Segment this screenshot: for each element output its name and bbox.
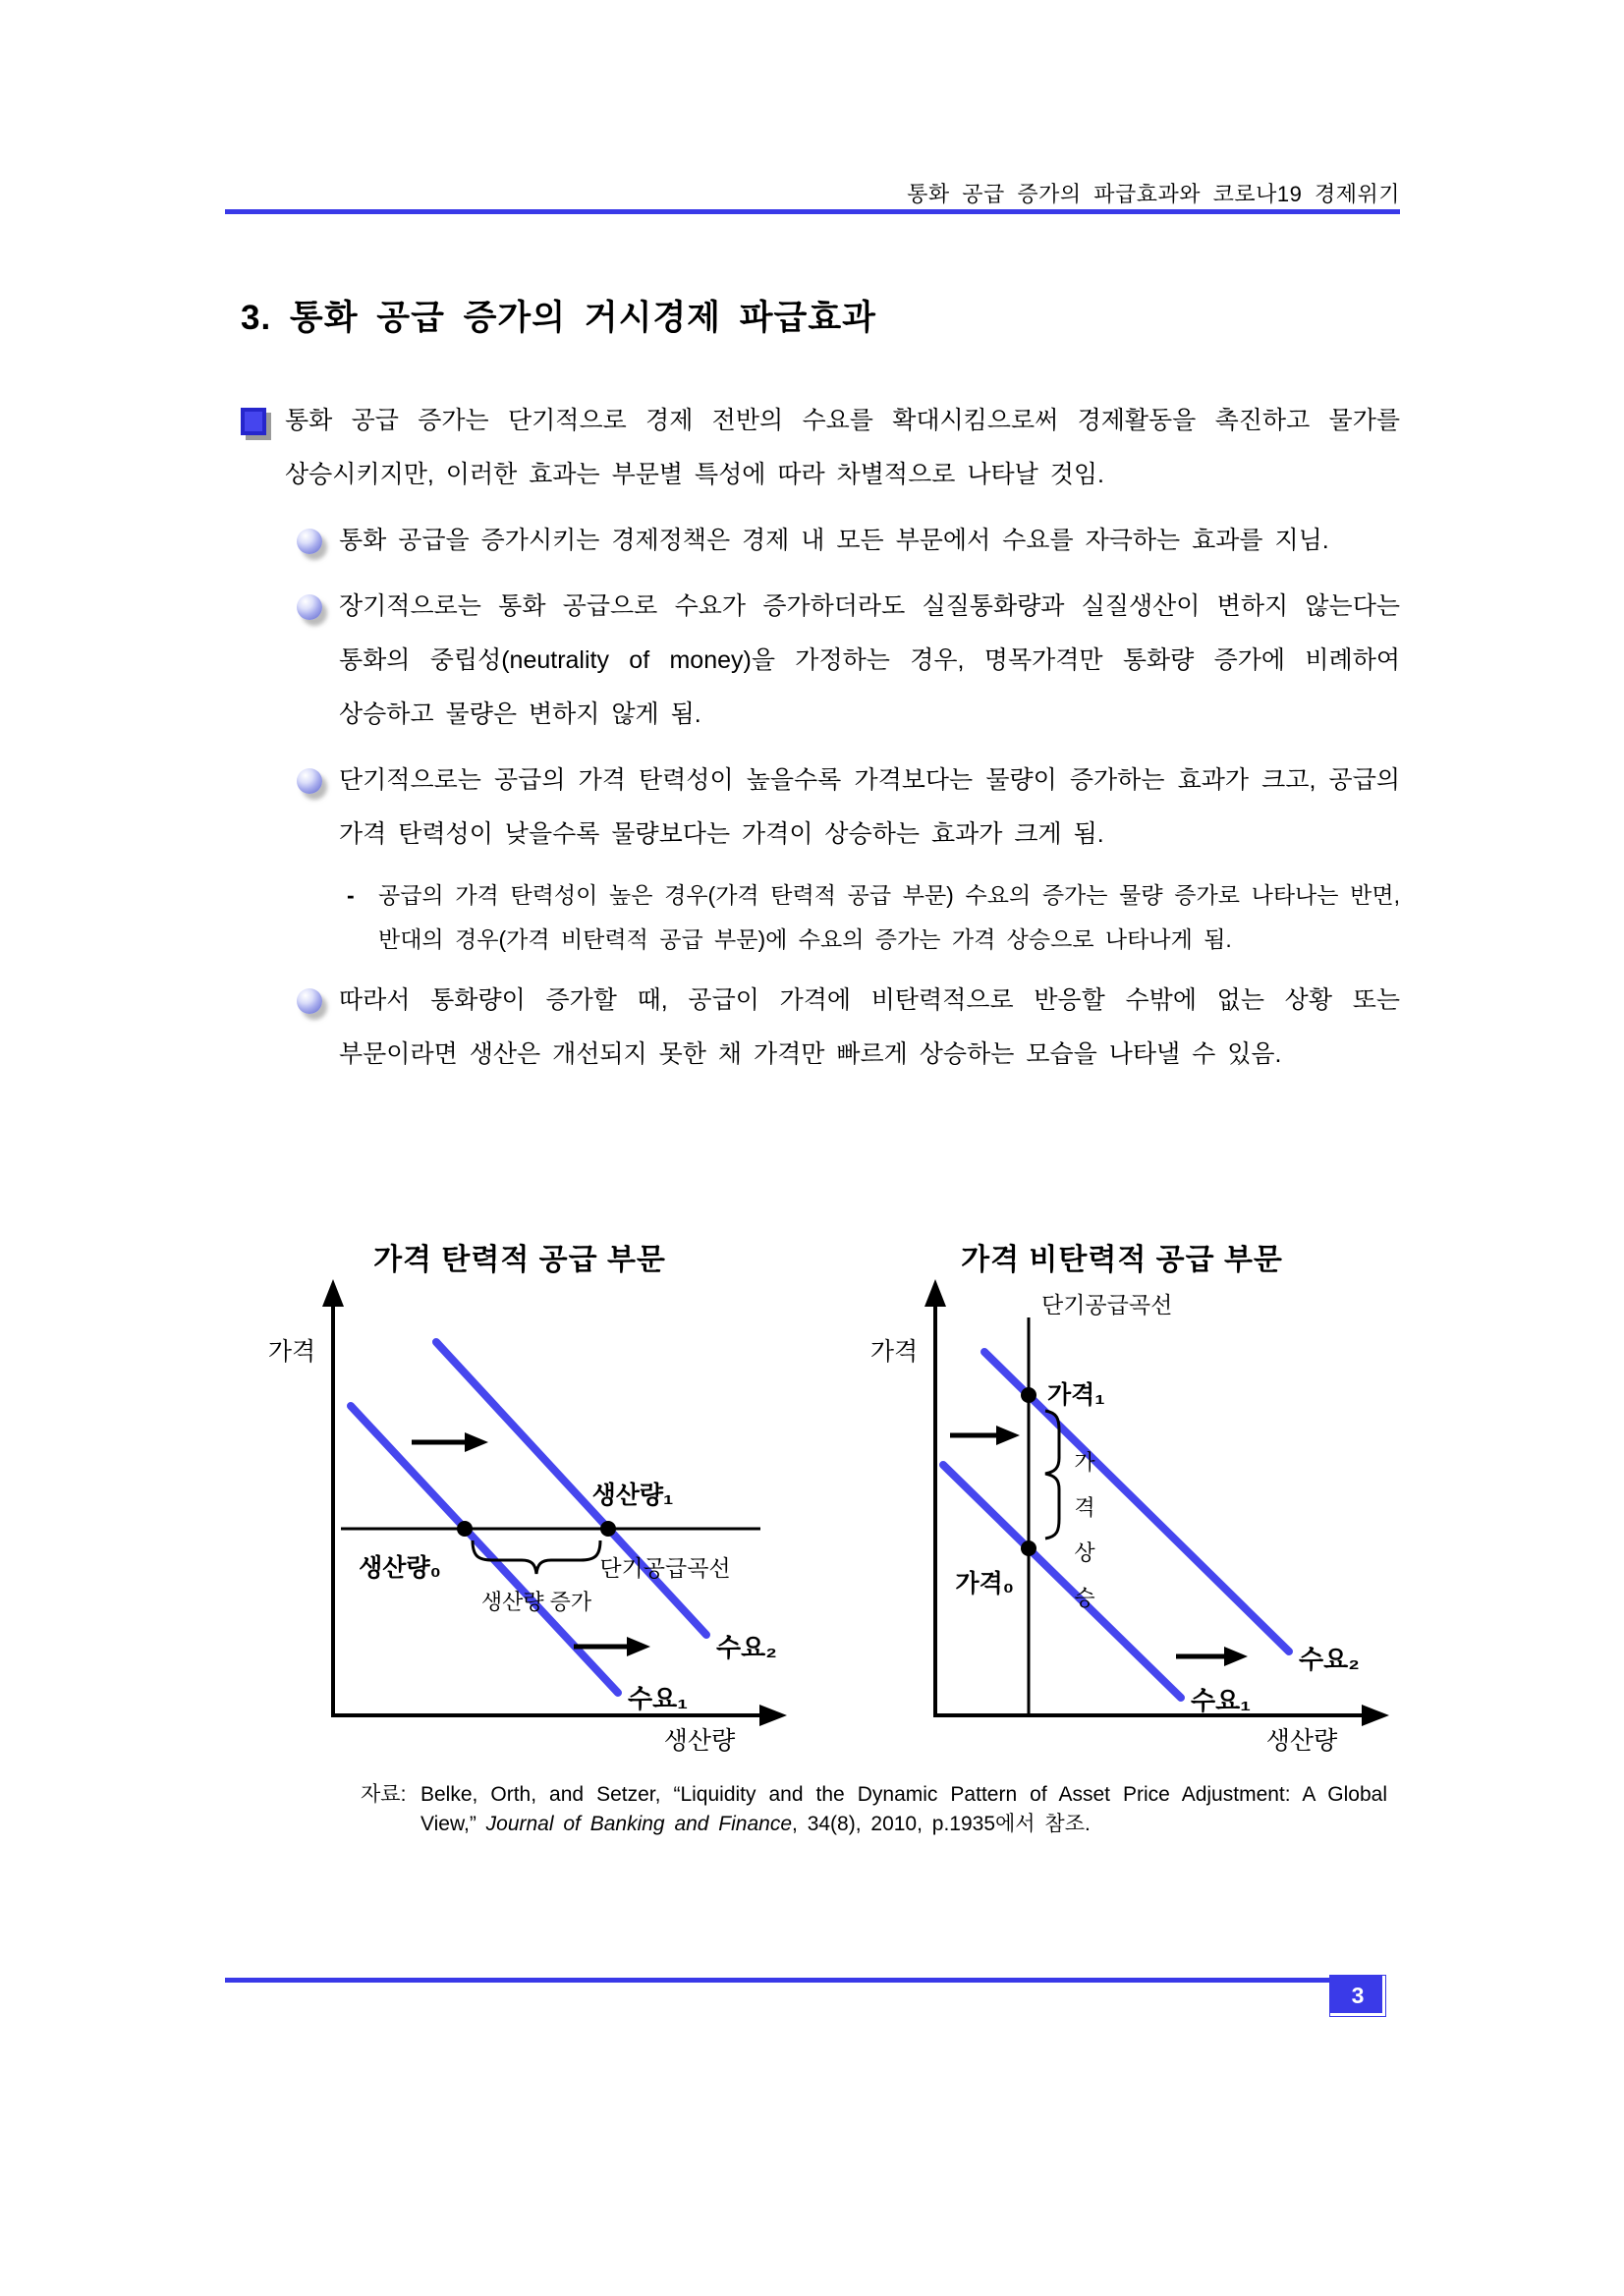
source-citation: Belke, Orth, and Setzer, “Liquidity and the Dynamic Pattern of Asset Price Adjustment: A Global View,”: [420, 1783, 1387, 1835]
brace-label-char: 격: [1074, 1495, 1095, 1520]
y-axis-arrow-icon: [322, 1279, 344, 1307]
supply-curve-label: 단기공급곡선: [1041, 1292, 1173, 1317]
point0-label: 생산량₀: [359, 1554, 441, 1582]
brace-label-char: 상: [1074, 1540, 1095, 1565]
sub-bullet-item: [347, 873, 1400, 962]
demand2-label: 수요₂: [716, 1633, 777, 1662]
paragraph-level1: [241, 394, 1400, 502]
bullet-item: [295, 514, 1400, 568]
sphere-bullet-icon: [297, 988, 322, 1014]
equilibrium-point-1: [600, 1521, 616, 1537]
sphere-bullet-icon: [297, 529, 322, 554]
sphere-bullet-icon: [297, 768, 322, 794]
y-axis-arrow-icon: [924, 1279, 946, 1307]
bullet-text: 따라서 통화량이 증가할 때, 공급이 가격에 비탄력적으로 반응할 수밖에 없는 상황 또는 부문이라면 생산은 개선되지 못한 채 가격만 빠르게 상승하는 모습을 나타낼 수 있음.: [339, 986, 1400, 1068]
brace-label-char: 가: [1074, 1450, 1095, 1475]
footer-rule: [225, 1978, 1329, 1983]
point1-label: 생산량₁: [591, 1482, 674, 1509]
shift-arrow-upper-icon: [412, 1432, 488, 1452]
equilibrium-point-0: [1021, 1540, 1036, 1556]
section-title: 3. 통화 공급 증가의 거시경제 파급효과: [241, 299, 876, 337]
x-axis-label: 생산량: [1265, 1727, 1338, 1755]
square-bullet-icon: [241, 408, 266, 435]
shift-arrow-upper-icon: [950, 1426, 1020, 1445]
content-column: [241, 291, 1400, 1093]
bullet-text: 통화 공급을 증가시키는 경제정책은 경제 내 모든 부문에서 수요를 자극하는 효과를 지님.: [339, 527, 1329, 554]
source-note: [361, 1780, 1387, 1839]
bullet-item: [295, 754, 1400, 862]
sub-bullet-text: 공급의 가격 탄력성이 높은 경우(가격 탄력적 공급 부문) 수요의 증가는 물량 증가로 나타나는 반면, 반대의 경우(가격 비탄력적 공급 부문)에 수요의 증가는 가격 상승으로 나타나게 됨.: [378, 882, 1400, 952]
y-axis-label: 가격: [267, 1338, 316, 1366]
shift-arrow-lower-icon: [1176, 1647, 1248, 1666]
x-axis-label: 생산량: [663, 1727, 736, 1755]
figure-inelastic-supply-chart: [827, 1234, 1402, 1755]
x-axis-arrow-icon: [759, 1705, 787, 1726]
source-journal: Journal of Banking and Finance: [485, 1813, 793, 1835]
equilibrium-point-0: [457, 1521, 473, 1537]
point1-label: 가격₁: [1047, 1381, 1105, 1409]
equilibrium-point-1: [1021, 1387, 1036, 1403]
point0-label: 가격₀: [955, 1570, 1014, 1597]
price-rise-brace: [1045, 1411, 1059, 1539]
dash-marker: -: [347, 882, 355, 908]
brace-label: 생산량 증가: [480, 1590, 592, 1614]
demand-curve-1: [351, 1406, 618, 1693]
sphere-bullet-icon: [297, 594, 322, 620]
figure-elastic-supply-chart: [225, 1234, 800, 1755]
source-citation-tail: , 34(8), 2010, p.1935에서 참조.: [792, 1813, 1091, 1835]
demand1-label: 수요₁: [1191, 1686, 1251, 1715]
chart-title: 가격 탄력적 공급 부문: [373, 1244, 666, 1276]
bullet-text: 장기적으로는 통화 공급으로 수요가 증가하더라도 실질통화량과 실질생산이 변하지 않는다는 통화의 중립성(neutrality of money)을 가정하는 경우, 명목가격만 통화량 증가에 비례하여 상승하고 물량은 변하지 않게 됨.: [339, 592, 1400, 728]
y-axis-label: 가격: [869, 1338, 919, 1366]
demand2-label: 수요₂: [1299, 1645, 1360, 1674]
paragraph-text: 통화 공급 증가는 단기적으로 경제 전반의 수요를 확대시킴으로써 경제활동을 촉진하고 물가를 상승시키지만, 이러한 효과는 부문별 특성에 따라 차별적으로 나타날 것임.: [285, 407, 1400, 488]
bullet-item: [295, 974, 1400, 1082]
page-number-badge: 3: [1329, 1975, 1386, 2017]
supply-curve-label: 단기공급곡선: [599, 1555, 731, 1581]
header-rule: [225, 209, 1400, 214]
chart-title: 가격 비탄력적 공급 부문: [961, 1244, 1283, 1276]
source-label: 자료:: [361, 1783, 407, 1806]
x-axis-arrow-icon: [1362, 1705, 1389, 1726]
bullet-text: 단기적으로는 공급의 가격 탄력성이 높을수록 가격보다는 물량이 증가하는 효과가 크고, 공급의 가격 탄력성이 낮을수록 물량보다는 가격이 상승하는 효과가 크게 됨.: [339, 766, 1400, 848]
demand1-label: 수요₁: [628, 1684, 688, 1713]
running-title: 통화 공급 증가의 파급효과와 코로나19 경제위기: [907, 182, 1400, 206]
brace-label-char: 승: [1074, 1586, 1095, 1610]
figure-charts: [225, 1234, 1402, 1755]
bullet-item: [295, 580, 1400, 742]
